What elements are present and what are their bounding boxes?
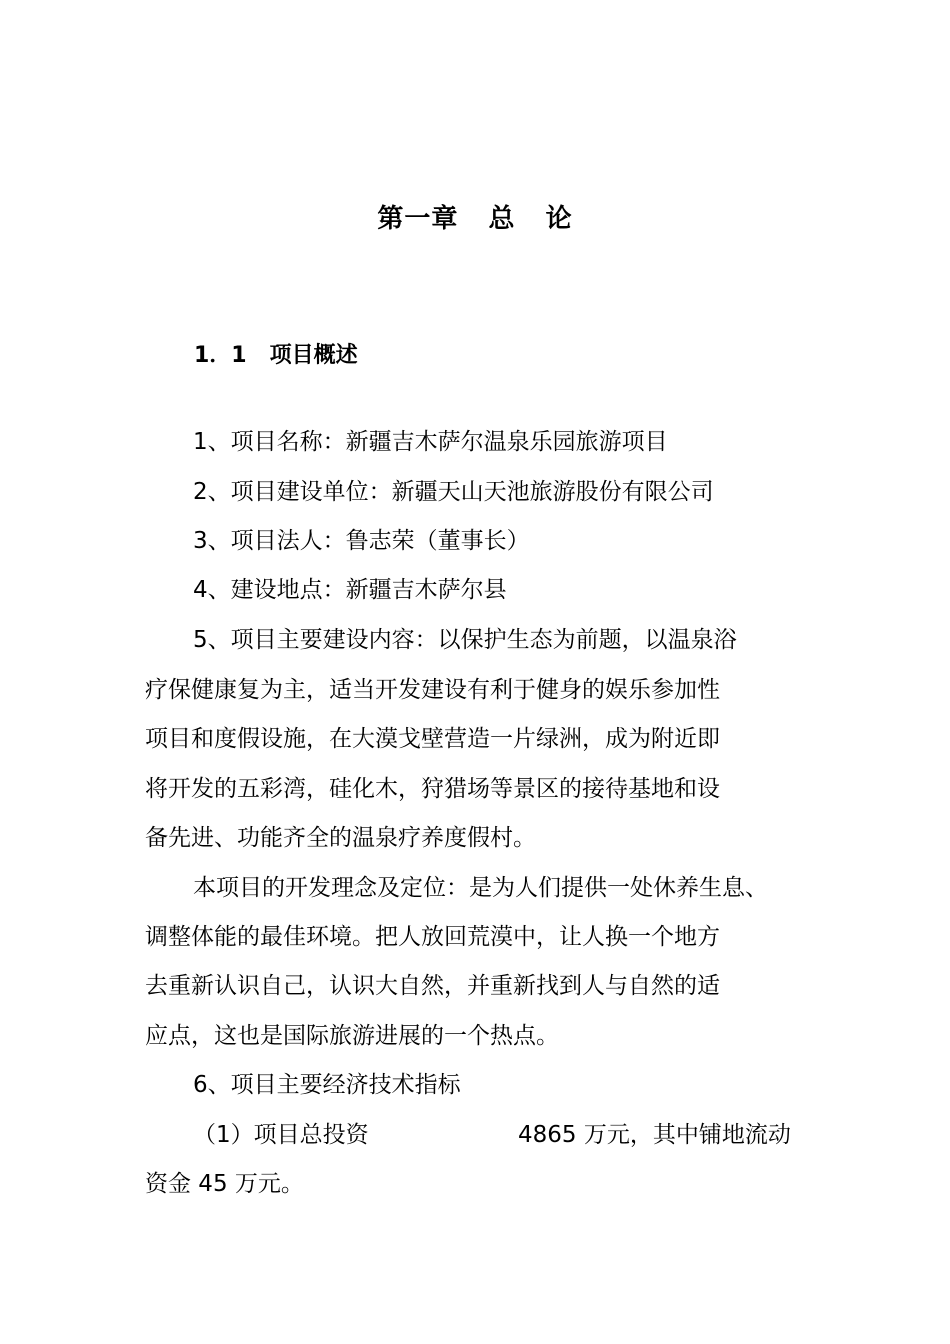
- concept-line: 调整体能的最佳环境。把人放回荒漠中，让人换一个地方: [145, 924, 720, 950]
- item-legal-person: 3、项目法人：鲁志荣（董事长）: [193, 528, 530, 554]
- item-location: 4、建设地点：新疆吉木萨尔县: [193, 577, 507, 603]
- concept-line: 去重新认识自己，认识大自然，并重新找到人与自然的适: [145, 973, 720, 999]
- chapter-title: 第一章 总 论: [377, 204, 573, 234]
- item-construction-unit: 2、项目建设单位：新疆天山天池旅游股份有限公司: [193, 479, 714, 505]
- item-economic-indicators: 6、项目主要经济技术指标: [193, 1072, 461, 1098]
- item5-line: 备先进、功能齐全的温泉疗养度假村。: [145, 825, 536, 851]
- item-project-name: 1、项目名称：新疆吉木萨尔温泉乐园旅游项目: [193, 429, 668, 455]
- item5-line: 将开发的五彩湾，硅化木，狩猎场等景区的接待基地和设: [145, 776, 720, 802]
- item5-line: 5、项目主要建设内容：以保护生态为前题，以温泉浴: [193, 627, 737, 653]
- investment-label: （1）项目总投资: [193, 1122, 369, 1148]
- item5-line: 疗保健康复为主，适当开发建设有利于健身的娱乐参加性: [145, 677, 720, 703]
- section-title: 1．1 项目概述: [194, 343, 358, 368]
- concept-line: 应点，这也是国际旅游进展的一个热点。: [145, 1023, 559, 1049]
- investment-continuation: 资金 45 万元。: [145, 1171, 304, 1197]
- investment-value: 4865 万元，其中铺地流动: [518, 1122, 791, 1148]
- item5-line: 项目和度假设施，在大漠戈壁营造一片绿洲，成为附近即: [145, 726, 720, 752]
- concept-line: 本项目的开发理念及定位：是为人们提供一处休养生息、: [193, 875, 768, 901]
